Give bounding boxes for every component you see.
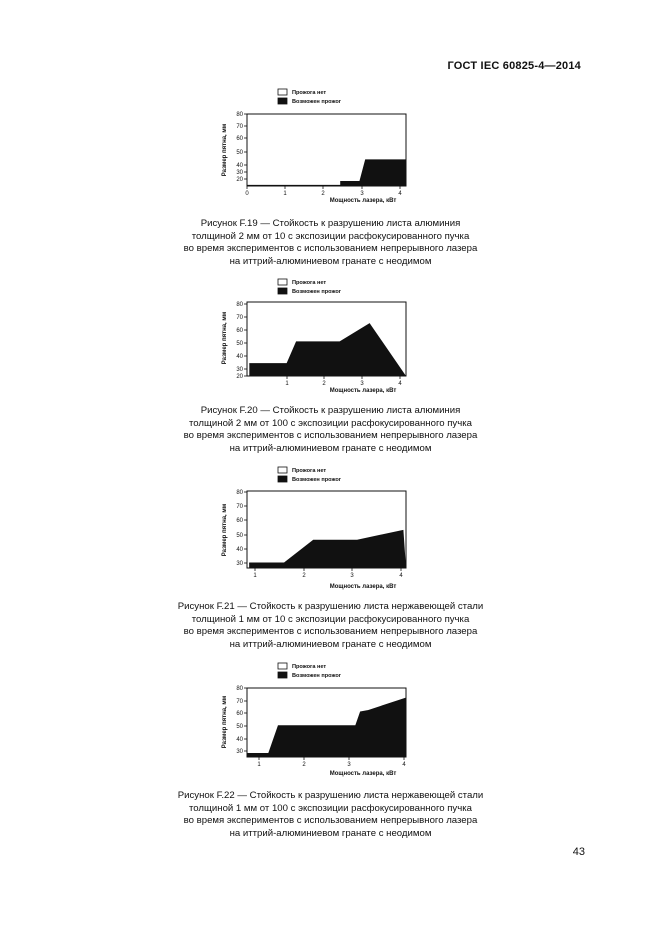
- caption-line: на иттрий-алюминиевом гранате с неодимом: [229, 638, 432, 650]
- x-axis-title: Мощность лазера, кВт: [329, 584, 397, 590]
- caption-line: во время экспериментов с использованием непрерывного лазера: [183, 243, 478, 255]
- y-tick-label: 40: [236, 354, 243, 360]
- caption-line: Рисунок F.22 — Стойкость к разрушению листа нержавеющей стали: [177, 790, 484, 801]
- y-tick-label: 50: [236, 724, 243, 730]
- legend-label-no-burn: Прожога нет: [292, 90, 327, 96]
- x-axis-title: Мощность лазера, кВт: [329, 771, 397, 777]
- caption-line: на иттрий-алюминиевом гранате с неодимом: [229, 827, 432, 839]
- y-tick-label: 60: [236, 328, 243, 334]
- y-axis-title: Размер пятна, мм: [222, 311, 228, 365]
- x-tick-label: 4: [398, 381, 402, 387]
- x-tick-label: 2: [321, 191, 325, 197]
- caption-line: толщиной 1 мм от 10 с экспозиции расфокусированного пучка: [191, 613, 470, 625]
- x-tick-label: 2: [302, 762, 306, 768]
- x-tick-label: 3: [360, 191, 364, 197]
- caption-line: на иттрий-алюминиевом гранате с неодимом: [229, 442, 432, 454]
- caption-line: толщиной 2 мм от 100 с экспозиции расфокусированного пучка: [189, 417, 472, 429]
- figure-caption: [0, 790, 661, 840]
- caption-line: во время экспериментов с использованием непрерывного лазера: [183, 626, 478, 638]
- x-tick-label: 4: [399, 573, 403, 579]
- x-tick-label: 3: [360, 381, 364, 387]
- y-tick-label: 50: [236, 150, 243, 156]
- y-tick-label: 80: [236, 302, 243, 308]
- legend-label-no-burn: Прожога нет: [292, 664, 327, 670]
- page-header: ГОСТ IEC 60825-4—2014: [447, 60, 581, 72]
- y-tick-label: 70: [236, 699, 243, 705]
- legend-label-burn: Возможен прожог: [292, 99, 342, 105]
- legend-swatch-burn: [278, 672, 287, 678]
- y-tick-label: 40: [236, 163, 243, 169]
- y-axis-title: Размер пятна, мм: [222, 503, 228, 557]
- y-tick-label: 30: [236, 367, 243, 373]
- y-tick-label: 30: [236, 170, 243, 176]
- caption-line: на иттрий-алюминиевом гранате с неодимом: [229, 255, 432, 267]
- y-tick-label: 80: [236, 490, 243, 496]
- y-tick-label: 40: [236, 547, 243, 553]
- y-tick-label: 70: [236, 124, 243, 130]
- y-axis-title: Размер пятна, мм: [222, 123, 228, 177]
- y-tick-label: 20: [236, 374, 243, 380]
- caption-line: Рисунок F.19 — Стойкость к разрушению листа алюминия: [200, 218, 461, 229]
- legend-label-burn: Возможен прожог: [292, 477, 342, 483]
- y-tick-label: 40: [236, 737, 243, 743]
- legend-label-no-burn: Прожога нет: [292, 468, 327, 474]
- x-tick-label: 3: [347, 762, 351, 768]
- y-tick-label: 60: [236, 136, 243, 142]
- caption-line: Рисунок F.20 — Стойкость к разрушению листа алюминия: [200, 405, 461, 416]
- x-tick-label: 1: [285, 381, 289, 387]
- x-axis-title: Мощность лазера, кВт: [329, 198, 397, 204]
- caption-line: во время экспериментов с использованием непрерывного лазера: [183, 430, 478, 442]
- caption-line: толщиной 1 мм от 100 с экспозиции расфокусированного пучка: [189, 802, 472, 814]
- y-tick-label: 80: [236, 112, 243, 118]
- legend-label-burn: Возможен прожог: [292, 673, 342, 679]
- y-tick-label: 30: [236, 749, 243, 755]
- caption-line: толщиной 2 мм от 10 с экспозиции расфокусированного пучка: [191, 230, 470, 242]
- x-tick-label: 2: [322, 381, 326, 387]
- y-tick-label: 60: [236, 518, 243, 524]
- y-tick-label: 60: [236, 711, 243, 717]
- x-axis-title: Мощность лазера, кВт: [329, 388, 397, 394]
- x-tick-label: 4: [398, 191, 402, 197]
- x-tick-label: 1: [253, 573, 257, 579]
- page-number: 43: [572, 846, 585, 858]
- x-tick-label: 3: [350, 573, 354, 579]
- y-axis-title: Размер пятна, мм: [222, 695, 228, 749]
- y-tick-label: 30: [236, 561, 243, 567]
- x-tick-label: 0: [245, 191, 249, 197]
- x-tick-label: 1: [283, 191, 287, 197]
- caption-line: Рисунок F.21 — Стойкость к разрушению листа нержавеющей стали: [177, 601, 484, 612]
- y-tick-label: 50: [236, 533, 243, 539]
- x-tick-label: 1: [257, 762, 261, 768]
- x-tick-label: 4: [402, 762, 406, 768]
- legend-swatch-no-burn: [278, 663, 287, 669]
- x-tick-label: 2: [302, 573, 306, 579]
- y-tick-label: 20: [236, 177, 243, 183]
- y-tick-label: 50: [236, 341, 243, 347]
- y-tick-label: 70: [236, 315, 243, 321]
- y-tick-label: 70: [236, 504, 243, 510]
- y-tick-label: 80: [236, 686, 243, 692]
- legend-label-burn: Возможен прожог: [292, 289, 342, 295]
- legend-label-no-burn: Прожога нет: [292, 280, 327, 286]
- caption-line: во время экспериментов с использованием непрерывного лазера: [183, 815, 478, 827]
